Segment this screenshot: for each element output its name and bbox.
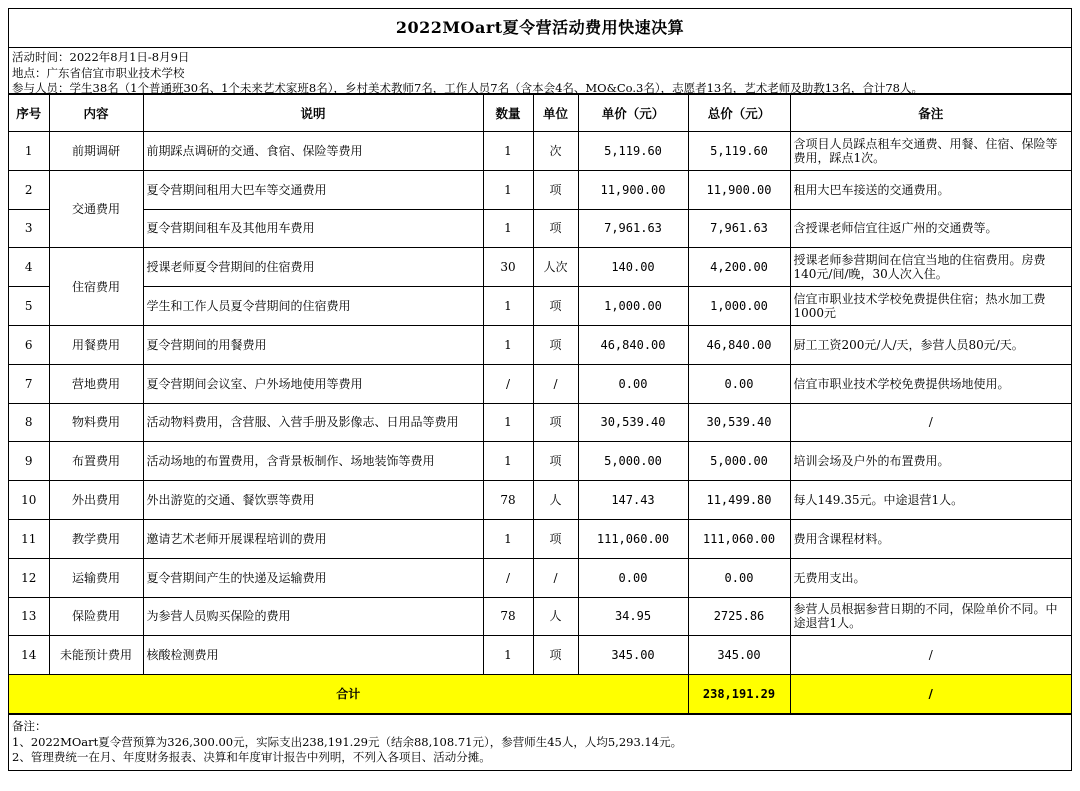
- table-row: [9, 481, 1071, 520]
- cell-note: 含项目人员踩点租车交通费、用餐、住宿、保险等费用，踩点1次。: [790, 132, 1071, 171]
- cell-note: 含授课老师信宜往返广州的交通费等。: [790, 209, 1071, 248]
- cell-content: 布置费用: [49, 442, 143, 481]
- cell-price: 46,840.00: [578, 325, 688, 364]
- cell-no: 1: [9, 132, 49, 171]
- cell-unit: 项: [533, 325, 578, 364]
- cell-unit: 项: [533, 209, 578, 248]
- activity-place: 地点：广东省信宜市职业技术学校: [12, 65, 185, 80]
- cell-note: /: [790, 403, 1071, 442]
- cell-no: 8: [9, 403, 49, 442]
- header-no: 序号: [9, 95, 49, 132]
- cell-note: 授课老师参营期间在信宜当地的住宿费用。房费140元/间/晚，30人次入住。: [790, 248, 1071, 287]
- cell-content: 外出费用: [49, 481, 143, 520]
- cell-unit: 项: [533, 170, 578, 209]
- cell-unit: 项: [533, 403, 578, 442]
- cell-desc: 夏令营期间产生的快递及运输费用: [143, 558, 483, 597]
- cell-price: 345.00: [578, 636, 688, 675]
- table-row: [9, 597, 1071, 636]
- cell-desc: 授课老师夏令营期间的住宿费用: [143, 248, 483, 287]
- cell-unit: 人: [533, 597, 578, 636]
- cell-content: 保险费用: [49, 597, 143, 636]
- cell-desc: 夏令营期间租用大巴车等交通费用: [143, 170, 483, 209]
- cell-no: 6: [9, 325, 49, 364]
- cell-qty: 1: [483, 442, 533, 481]
- cell-no: 7: [9, 364, 49, 403]
- cell-price: 11,900.00: [578, 170, 688, 209]
- cell-price: 0.00: [578, 558, 688, 597]
- cell-content: 未能预计费用: [49, 636, 143, 675]
- table-row: [9, 403, 1071, 442]
- cell-desc: 前期踩点调研的交通、食宿、保险等费用: [143, 132, 483, 171]
- expense-sheet: [8, 8, 1072, 771]
- cell-qty: 1: [483, 403, 533, 442]
- cell-qty: /: [483, 364, 533, 403]
- cell-price: 140.00: [578, 248, 688, 287]
- header-unit: 单位: [533, 95, 578, 132]
- cell-content: 运输费用: [49, 558, 143, 597]
- table-row: [9, 170, 1071, 209]
- cell-price: 7,961.63: [578, 209, 688, 248]
- cell-note: 每人149.35元。中途退营1人。: [790, 481, 1071, 520]
- cell-qty: 1: [483, 636, 533, 675]
- cell-no: 2: [9, 170, 49, 209]
- cell-total: 1,000.00: [688, 287, 790, 326]
- cell-desc: 外出游览的交通、餐饮票等费用: [143, 481, 483, 520]
- cell-no: 3: [9, 209, 49, 248]
- cell-content: 教学费用: [49, 519, 143, 558]
- cell-total: 5,000.00: [688, 442, 790, 481]
- cell-desc: 夏令营期间租车及其他用车费用: [143, 209, 483, 248]
- cell-desc: 夏令营期间会议室、户外场地使用等费用: [143, 364, 483, 403]
- cell-qty: 1: [483, 132, 533, 171]
- footnote-1: 1、2022MOart夏令营预算为326,300.00元，实际支出238,191.29元（结余88,108.71元），参营师生45人，人均5,293.14元。: [12, 734, 683, 749]
- cell-price: 147.43: [578, 481, 688, 520]
- header-note: 备注: [790, 95, 1071, 132]
- cell-content: 营地费用: [49, 364, 143, 403]
- cell-price: 111,060.00: [578, 519, 688, 558]
- table-row: [9, 364, 1071, 403]
- total-note: /: [790, 675, 1071, 714]
- total-value: 238,191.29: [688, 675, 790, 714]
- cell-content: 用餐费用: [49, 325, 143, 364]
- cell-note: /: [790, 636, 1071, 675]
- cell-total: 7,961.63: [688, 209, 790, 248]
- cell-price: 5,119.60: [578, 132, 688, 171]
- cell-no: 13: [9, 597, 49, 636]
- footnotes: [9, 714, 1071, 770]
- cell-content: 前期调研: [49, 132, 143, 171]
- cell-no: 12: [9, 558, 49, 597]
- cell-qty: 78: [483, 597, 533, 636]
- cell-total: 5,119.60: [688, 132, 790, 171]
- header-total: 总价（元）: [688, 95, 790, 132]
- table-row: [9, 636, 1071, 675]
- total-row: [9, 675, 1071, 714]
- cell-note: 费用含课程材料。: [790, 519, 1071, 558]
- cell-total: 30,539.40: [688, 403, 790, 442]
- cell-qty: 78: [483, 481, 533, 520]
- cell-unit: /: [533, 364, 578, 403]
- cell-desc: 核酸检测费用: [143, 636, 483, 675]
- cell-unit: 次: [533, 132, 578, 171]
- cell-total: 0.00: [688, 364, 790, 403]
- cell-note: 厨工工资200元/人/天，参营人员80元/天。: [790, 325, 1071, 364]
- cell-desc: 活动场地的布置费用，含背景板制作、场地装饰等费用: [143, 442, 483, 481]
- activity-time: 活动时间：2022年8月1日-8月9日: [12, 50, 190, 64]
- cell-total: 111,060.00: [688, 519, 790, 558]
- cell-no: 11: [9, 519, 49, 558]
- table-row: [9, 209, 1071, 248]
- cell-price: 34.95: [578, 597, 688, 636]
- table-row: [9, 248, 1071, 287]
- cell-qty: 1: [483, 209, 533, 248]
- header-price: 单价（元）: [578, 95, 688, 132]
- cell-desc: 学生和工作人员夏令营期间的住宿费用: [143, 287, 483, 326]
- expense-table: [9, 94, 1071, 714]
- footnote-2: 2、管理费统一在月、年度财务报表、决算和年度审计报告中列明，不列入各项目、活动分摊。: [12, 750, 491, 765]
- cell-price: 1,000.00: [578, 287, 688, 326]
- cell-unit: 人次: [533, 248, 578, 287]
- cell-unit: /: [533, 558, 578, 597]
- cell-price: 5,000.00: [578, 442, 688, 481]
- cell-no: 9: [9, 442, 49, 481]
- cell-total: 345.00: [688, 636, 790, 675]
- cell-content: 住宿费用: [49, 248, 143, 326]
- cell-desc: 活动物料费用，含营服、入营手册及影像志、日用品等费用: [143, 403, 483, 442]
- cell-total: 0.00: [688, 558, 790, 597]
- cell-price: 30,539.40: [578, 403, 688, 442]
- header-desc: 说明: [143, 95, 483, 132]
- cell-qty: 1: [483, 170, 533, 209]
- total-label: 合计: [9, 675, 688, 714]
- cell-total: 11,900.00: [688, 170, 790, 209]
- cell-price: 0.00: [578, 364, 688, 403]
- cell-unit: 人: [533, 481, 578, 520]
- cell-desc: 夏令营期间的用餐费用: [143, 325, 483, 364]
- cell-note: 租用大巴车接送的交通费用。: [790, 170, 1071, 209]
- header-qty: 数量: [483, 95, 533, 132]
- cell-desc: 为参营人员购买保险的费用: [143, 597, 483, 636]
- cell-desc: 邀请艺术老师开展课程培训的费用: [143, 519, 483, 558]
- cell-content: 物料费用: [49, 403, 143, 442]
- table-row: [9, 519, 1071, 558]
- cell-note: 参营人员根据参营日期的不同，保险单价不同。中途退营1人。: [790, 597, 1071, 636]
- table-row: [9, 325, 1071, 364]
- cell-qty: 1: [483, 519, 533, 558]
- table-header-row: [9, 95, 1071, 132]
- activity-participants: 参与人员：学生38名（1个普通班30名、1个未来艺术家班8名），乡村美术教师7名，工作人员7名（含本会4名、MO&Co.3名），志愿者13名，艺术老师及助教13名，合计78人。: [12, 81, 923, 95]
- cell-total: 2725.86: [688, 597, 790, 636]
- cell-qty: 30: [483, 248, 533, 287]
- cell-no: 4: [9, 248, 49, 287]
- cell-note: 信宜市职业技术学校免费提供住宿；热水加工费1000元: [790, 287, 1071, 326]
- cell-no: 5: [9, 287, 49, 326]
- cell-note: 无费用支出。: [790, 558, 1071, 597]
- cell-unit: 项: [533, 636, 578, 675]
- header-content: 内容: [49, 95, 143, 132]
- cell-note: 信宜市职业技术学校免费提供场地使用。: [790, 364, 1071, 403]
- cell-unit: 项: [533, 442, 578, 481]
- cell-qty: 1: [483, 287, 533, 326]
- cell-no: 10: [9, 481, 49, 520]
- table-row: [9, 287, 1071, 326]
- footnotes-heading: 备注：: [12, 719, 47, 734]
- cell-total: 4,200.00: [688, 248, 790, 287]
- cell-qty: /: [483, 558, 533, 597]
- cell-note: 培训会场及户外的布置费用。: [790, 442, 1071, 481]
- sheet-title: 2022MOart夏令营活动费用快速决算: [9, 9, 1071, 48]
- table-row: [9, 442, 1071, 481]
- table-row: [9, 132, 1071, 171]
- cell-content: 交通费用: [49, 170, 143, 248]
- activity-info: [9, 48, 1071, 94]
- cell-qty: 1: [483, 325, 533, 364]
- cell-unit: 项: [533, 519, 578, 558]
- cell-total: 11,499.80: [688, 481, 790, 520]
- cell-unit: 项: [533, 287, 578, 326]
- table-row: [9, 558, 1071, 597]
- cell-total: 46,840.00: [688, 325, 790, 364]
- cell-no: 14: [9, 636, 49, 675]
